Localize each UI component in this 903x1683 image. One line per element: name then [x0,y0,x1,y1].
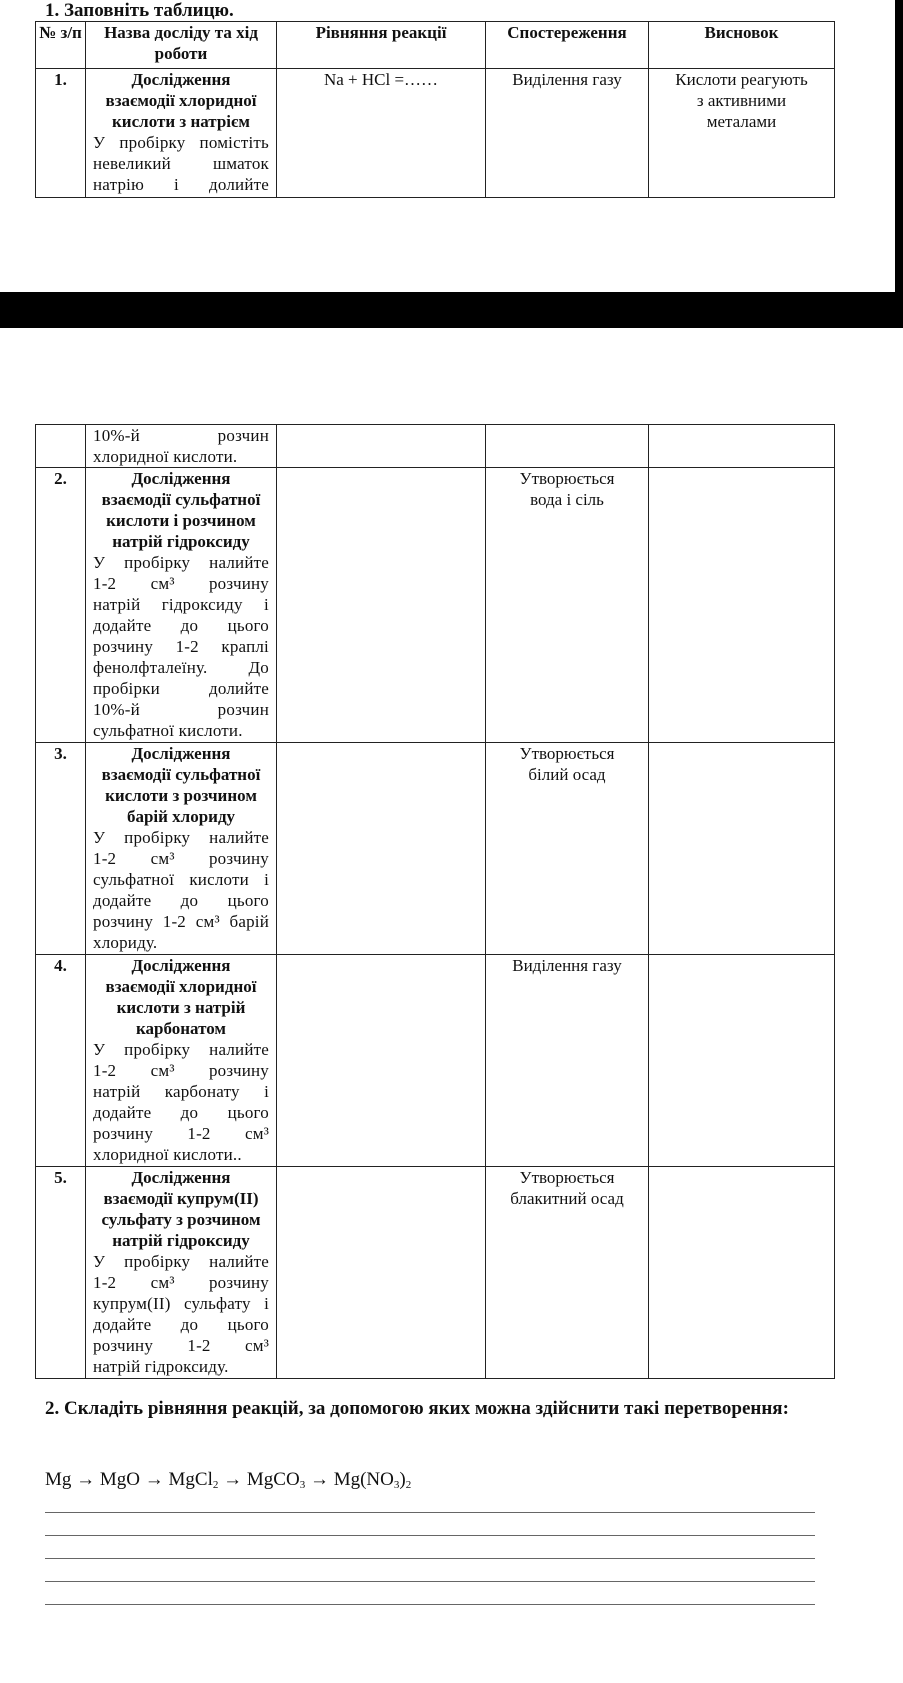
row5-num: 5. [36,1167,86,1379]
row4-observation-cell [486,955,649,1167]
chain-arrow: → [76,1469,96,1490]
row2-procedure: 1-2 см³ розчину [93,574,269,593]
row1-continued-observation [486,425,649,468]
chain-arrow: → [144,1469,164,1490]
row4-procedure: 1-2 см³ розчину [93,1061,269,1080]
row2-procedure: натрій гідроксиду і [93,595,269,614]
row5-title: натрій гідроксиду [112,1231,250,1250]
row3-procedure: сульфатної кислоти і [93,870,269,889]
row2-procedure: сульфатної кислоти. [93,721,243,740]
table-header-row [36,22,835,69]
row3-title: кислоти з розчином [105,786,257,805]
row2-observation-cell [486,468,649,743]
row3-observation-cell [486,743,649,955]
row1-observation-cell [486,69,649,198]
row3-procedure: додайте до цього [93,891,269,910]
row5-procedure: купрум(ІІ) сульфату і [93,1294,269,1313]
row2-num: 2. [36,468,86,743]
header-equation: Рівняння реакції [277,22,486,69]
row3-title: Дослідження [131,744,231,763]
row3-procedure: хлориду. [93,933,158,952]
row3-equation-cell[interactable] [277,743,486,955]
page-break-band [0,292,903,328]
table-row [36,468,835,743]
table-row [36,1167,835,1379]
row5-observation: Утворюється [519,1168,615,1187]
row5-conclusion-cell[interactable] [649,1167,835,1379]
table-row [36,743,835,955]
row3-procedure: 1-2 см³ розчину [93,849,269,868]
row1-procedure: 10%-й розчин [93,426,269,445]
row2-procedure: У пробірку налийте [93,553,269,572]
row5-procedure: 1-2 см³ розчину [93,1273,269,1292]
row2-title: натрій гідроксиду [112,532,250,551]
answer-line[interactable] [45,1604,815,1605]
row2-equation-cell[interactable] [277,468,486,743]
row4-procedure: хлоридної кислоти.. [93,1145,242,1164]
row4-name-cell [86,955,277,1167]
row1-continued-num [36,425,86,468]
right-edge-strip [895,0,903,292]
row5-equation-cell[interactable] [277,1167,486,1379]
row4-title: взаємодії хлоридної [105,977,257,996]
row3-procedure: розчину 1-2 см³ барій [93,912,269,931]
row5-title: сульфату з розчином [101,1210,261,1229]
table-row [36,425,835,468]
table-row [36,955,835,1167]
row1-procedure: хлоридної кислоти. [93,447,238,466]
row1-procedure: У пробірку помістіть [93,133,269,152]
row2-observation: Утворюється [519,469,615,488]
row5-observation: блакитний осад [510,1189,624,1208]
answer-line[interactable] [45,1512,815,1513]
row3-observation: Утворюється [519,744,615,763]
row3-name-cell [86,743,277,955]
row2-procedure: додайте до цього [93,616,269,635]
row1-name-cell [86,69,277,198]
row5-procedure: натрій гідроксиду. [93,1357,229,1376]
row2-procedure: 10%-й розчин [93,700,269,719]
row3-observation: білий осад [528,765,606,784]
row4-observation: Виділення газу [512,956,622,975]
row1-title: взаємодії хлоридної [105,91,257,110]
row1-equation: Na + HCl =…… [323,70,439,89]
row4-procedure: розчину 1-2 см³ [93,1124,269,1143]
row3-procedure: У пробірку налийте [93,828,269,847]
row5-title: взаємодії купрум(ІІ) [103,1189,259,1208]
row1-procedure: невеликий шматок [93,154,269,173]
row4-procedure: натрій карбонату і [93,1082,269,1101]
row1-conclusion-cell [649,69,835,198]
chain-arrow: → [223,1469,243,1490]
transformation-chain [45,1468,411,1497]
row1-num: 1. [36,69,86,198]
row5-procedure: У пробірку налийте [93,1252,269,1271]
row2-observation: вода і сіль [530,490,604,509]
row3-num: 3. [36,743,86,955]
row4-conclusion-cell[interactable] [649,955,835,1167]
row4-procedure: У пробірку налийте [93,1040,269,1059]
experiment-table-part1 [35,21,835,198]
row3-title: барій хлориду [126,807,236,826]
row3-conclusion-cell[interactable] [649,743,835,955]
header-name: Назва досліду та хід роботи [86,22,277,69]
row1-continued-equation[interactable] [277,425,486,468]
row5-title: Дослідження [131,1168,231,1187]
row1-procedure: натрію і долийте [93,175,269,194]
experiment-table-part2 [35,424,835,1379]
header-observation: Спостереження [486,22,649,69]
row2-conclusion-cell[interactable] [649,468,835,743]
row1-title: Дослідження [131,70,231,89]
row2-title: кислоти і розчином [106,511,256,530]
chain-mg: Mg [45,1469,72,1490]
row4-equation-cell[interactable] [277,955,486,1167]
answer-line[interactable] [45,1558,815,1559]
answer-line[interactable] [45,1535,815,1536]
row2-procedure: фенолфталеїну. До [93,658,269,677]
task1-title: 1. Заповніть таблицю. [45,0,234,21]
row5-name-cell [86,1167,277,1379]
row5-observation-cell [486,1167,649,1379]
chain-mgno32: $Mg(NO_3)_2$ [333,1469,412,1491]
row1-continued-name [86,425,277,468]
chain-mgco3: MgCO$_3$ [246,1469,306,1491]
row5-procedure: додайте до цього [93,1315,269,1334]
row4-title: карбонатом [135,1019,226,1038]
row1-conclusion: Кислоти реагують [675,70,808,89]
row1-continued-conclusion [649,425,835,468]
row1-conclusion: з активними [696,91,787,110]
row1-title: кислоти з натрієм [112,112,250,131]
chain-mgcl2: MgCl$_2$ [168,1469,219,1491]
row2-title: Дослідження [131,469,231,488]
row1-conclusion: металами [706,112,777,131]
row2-name-cell [86,468,277,743]
row4-num: 4. [36,955,86,1167]
row1-equation-cell[interactable] [277,69,486,198]
row3-title: взаємодії сульфатної [101,765,261,784]
answer-line[interactable] [45,1581,815,1582]
row2-procedure: розчину 1-2 краплі [93,637,269,656]
row2-title: взаємодії сульфатної [101,490,261,509]
header-conclusion: Висновок [649,22,835,69]
header-num: № з/п [36,22,86,69]
table-row [36,69,835,198]
row4-procedure: додайте до цього [93,1103,269,1122]
chain-mgo: MgO [99,1469,141,1490]
row5-procedure: розчину 1-2 см³ [93,1336,269,1355]
task2-title: 2. Складіть рівняння реакцій, за допомогою яких можна здійснити такі перетворення: [45,1398,789,1419]
row1-observation: Виділення газу [512,70,622,89]
chain-arrow: → [309,1469,329,1490]
row2-procedure: пробірки долийте [93,679,269,698]
row4-title: кислоти з натрій [116,998,246,1017]
row4-title: Дослідження [131,956,231,975]
